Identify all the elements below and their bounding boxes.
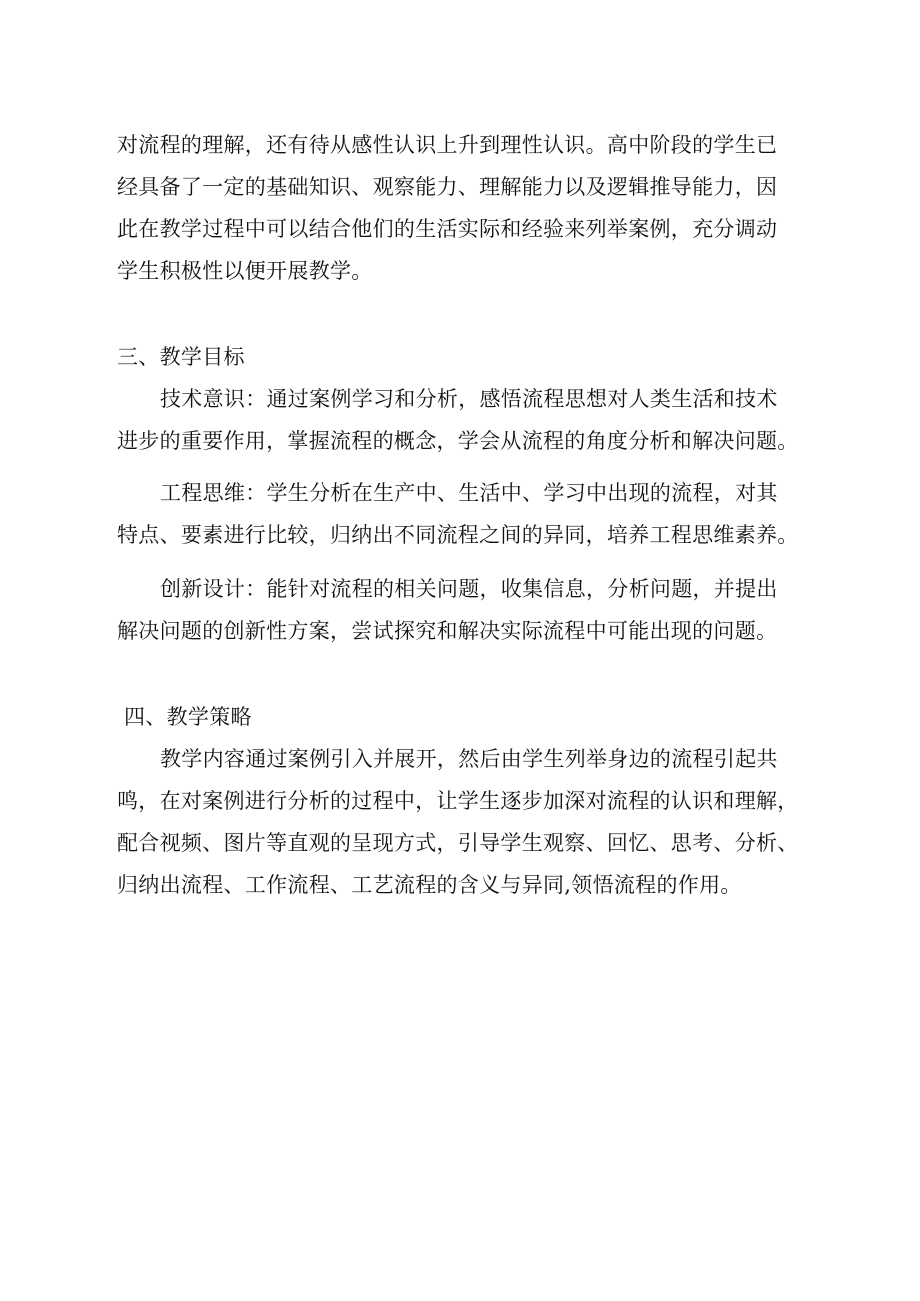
intro-line-4: 学生积极性以便开展教学。: [117, 259, 373, 283]
section3-heading: 三、教学目标: [117, 345, 245, 369]
section3-p3-line2: 解决问题的创新性方案，尝试探究和解决实际流程中可能出现的问题。: [117, 619, 778, 643]
section3-p2-line2: 特点、要素进行比较，归纳出不同流程之间的异同，培养工程思维素养。: [117, 523, 799, 547]
section4-heading: 四、教学策略: [124, 705, 252, 729]
section4-line2: 鸣，在对案例进行分析的过程中，让学生逐步加深对流程的认识和理解，: [117, 789, 799, 813]
section3-p1-line2: 进步的重要作用，掌握流程的概念，学会从流程的角度分析和解决问题。: [117, 429, 799, 453]
section4-line4: 归纳出流程、工作流程、工艺流程的含义与异同,领悟流程的作用。: [117, 873, 742, 897]
section3-p2-line1: 工程思维：学生分析在生产中、生活中、学习中出现的流程，对其: [160, 481, 778, 505]
section3-p1-line1: 技术意识：通过案例学习和分析，感悟流程思想对人类生活和技术: [160, 387, 778, 411]
intro-line-2: 经具备了一定的基础知识、观察能力、理解能力以及逻辑推导能力，因: [117, 175, 778, 199]
section3-p3-line1: 创新设计：能针对流程的相关问题，收集信息，分析问题，并提出: [160, 577, 778, 601]
intro-line-3: 此在教学过程中可以结合他们的生活实际和经验来列举案例，充分调动: [117, 217, 778, 241]
intro-line-1: 对流程的理解，还有待从感性认识上升到理性认识。高中阶段的学生已: [117, 133, 778, 157]
section4-line1: 教学内容通过案例引入并展开，然后由学生列举身边的流程引起共: [160, 747, 778, 771]
section4-line3: 配合视频、图片等直观的呈现方式，引导学生观察、回忆、思考、分析、: [117, 831, 799, 855]
